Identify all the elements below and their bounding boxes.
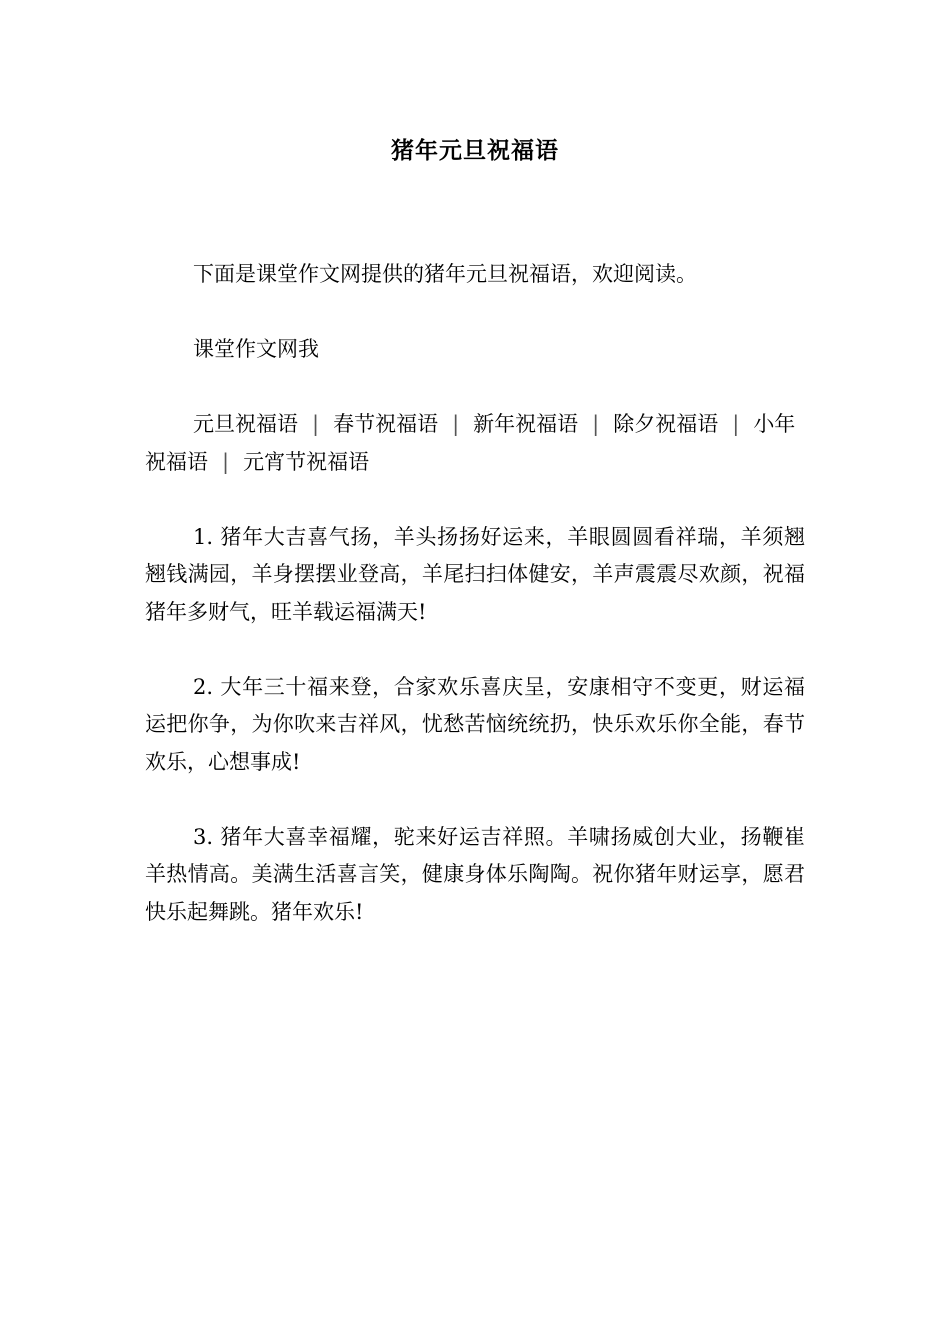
nav-link-xiaonian[interactable]: 小年祝福语 bbox=[145, 412, 796, 474]
document-body bbox=[145, 256, 805, 969]
intro-paragraph: 下面是课堂作文网提供的猪年元旦祝福语，欢迎阅读。 bbox=[193, 262, 697, 286]
nav-link-chunjie[interactable]: 春节祝福语 bbox=[333, 412, 439, 436]
document-title: 猪年元旦祝福语 bbox=[391, 137, 559, 164]
site-line: 课堂作文网我 bbox=[193, 337, 319, 361]
nav-separator: | bbox=[312, 412, 320, 436]
nav-separator: | bbox=[452, 412, 460, 436]
nav-link-xinnian[interactable]: 新年祝福语 bbox=[473, 412, 579, 436]
greeting-item-2: 2. 大年三十福来登，合家欢乐喜庆呈，安康相守不变更，财运福运把你争，为你吹来吉祥风，忧愁苦恼统统扔，快乐欢乐你全能，春节欢乐，心想事成! bbox=[145, 674, 805, 774]
nav-separator: | bbox=[592, 412, 600, 436]
nav-link-yuandan[interactable]: 元旦祝福语 bbox=[193, 412, 298, 436]
greeting-item-1: 1. 猪年大吉喜气扬，羊头扬扬好运来，羊眼圆圆看祥瑞，羊须翘翘钱满园，羊身摆摆业登高，羊尾扫扫体健安，羊声震震尽欢颜，祝福猪年多财气，旺羊载运福满天! bbox=[145, 524, 805, 624]
category-nav bbox=[145, 406, 805, 481]
nav-link-yuanxiao[interactable]: 元宵节祝福语 bbox=[243, 449, 370, 474]
nav-link-chuxi[interactable]: 除夕祝福语 bbox=[613, 412, 719, 436]
greeting-item-3: 3. 猪年大喜幸福耀，驼来好运吉祥照。羊啸扬威创大业，扬鞭崔羊热情高。美满生活喜言笑，健康身体乐陶陶。祝你猪年财运享，愿君快乐起舞跳。猪年欢乐! bbox=[145, 824, 805, 924]
nav-separator: | bbox=[732, 412, 740, 436]
nav-separator: | bbox=[222, 449, 230, 474]
